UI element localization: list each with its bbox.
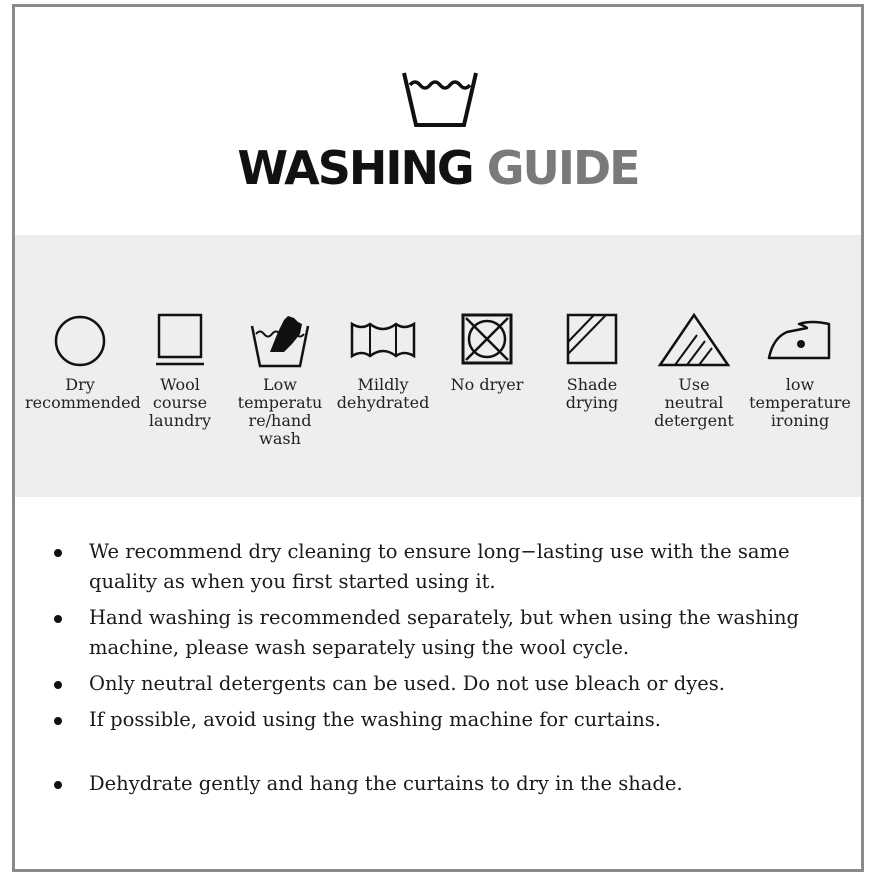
symbol-label: Shade drying [565,375,619,412]
symbol-label: Dry recommended [25,375,141,412]
symbol-mildly-dehydrated [328,312,438,412]
symbol-low-temp-ironing [745,312,855,430]
low-temp-iron-icon [765,312,835,368]
symbol-label: Low temperatu re/hand wash [237,375,323,448]
neutral-detergent-icon [657,312,731,368]
symbol-label: Wool course laundry [148,375,212,430]
shade-drying-icon [562,312,622,368]
list-item [45,669,845,699]
symbol-hand-wash [225,312,335,448]
wash-tub-icon [400,67,480,131]
note-text: Dehydrate gently and hang the curtains to dry in the shade. [89,772,683,795]
symbol-neutral-detergent [639,312,749,430]
note-text: Hand washing is recommended separately, but when using the washing machine, please wash separately using the wool cycle. [89,606,799,659]
symbol-label: Use neutral detergent [654,375,734,430]
bullet-icon [54,549,62,557]
bullet-icon [54,717,62,725]
list-item [45,705,845,735]
note-text: We recommend dry cleaning to ensure long−lasting use with the same quality as when you first started using it. [89,540,790,593]
symbol-label: Mildly dehydrated [336,375,430,412]
wool-course-icon [150,312,210,368]
page-title [15,137,861,199]
symbol-shade-drying [537,312,647,412]
dry-clean-circle-icon [50,312,110,368]
list-item [45,603,845,663]
symbol-label: low temperature ironing [749,375,851,430]
list-item [45,769,845,799]
symbol-wool-course [125,312,235,430]
mild-dehydrate-icon [348,312,418,368]
bullet-icon [54,781,62,789]
symbol-dry-recommended [25,312,141,412]
note-text: Only neutral detergents can be used. Do not use bleach or dyes. [89,672,726,695]
hand-wash-icon [248,312,312,368]
list-item [45,537,845,597]
note-text: If possible, avoid using the washing machine for curtains. [89,708,661,731]
title-word-washing: WASHING [237,141,473,195]
bullet-icon [54,615,62,623]
care-symbols-band [15,235,861,497]
symbol-label: No dryer [450,375,524,394]
washing-guide-card [12,4,864,872]
bullet-icon [54,681,62,689]
care-notes-list [45,537,845,805]
symbol-no-dryer [432,312,542,394]
title-word-guide: GUIDE [486,141,639,195]
no-dryer-icon [457,312,517,368]
